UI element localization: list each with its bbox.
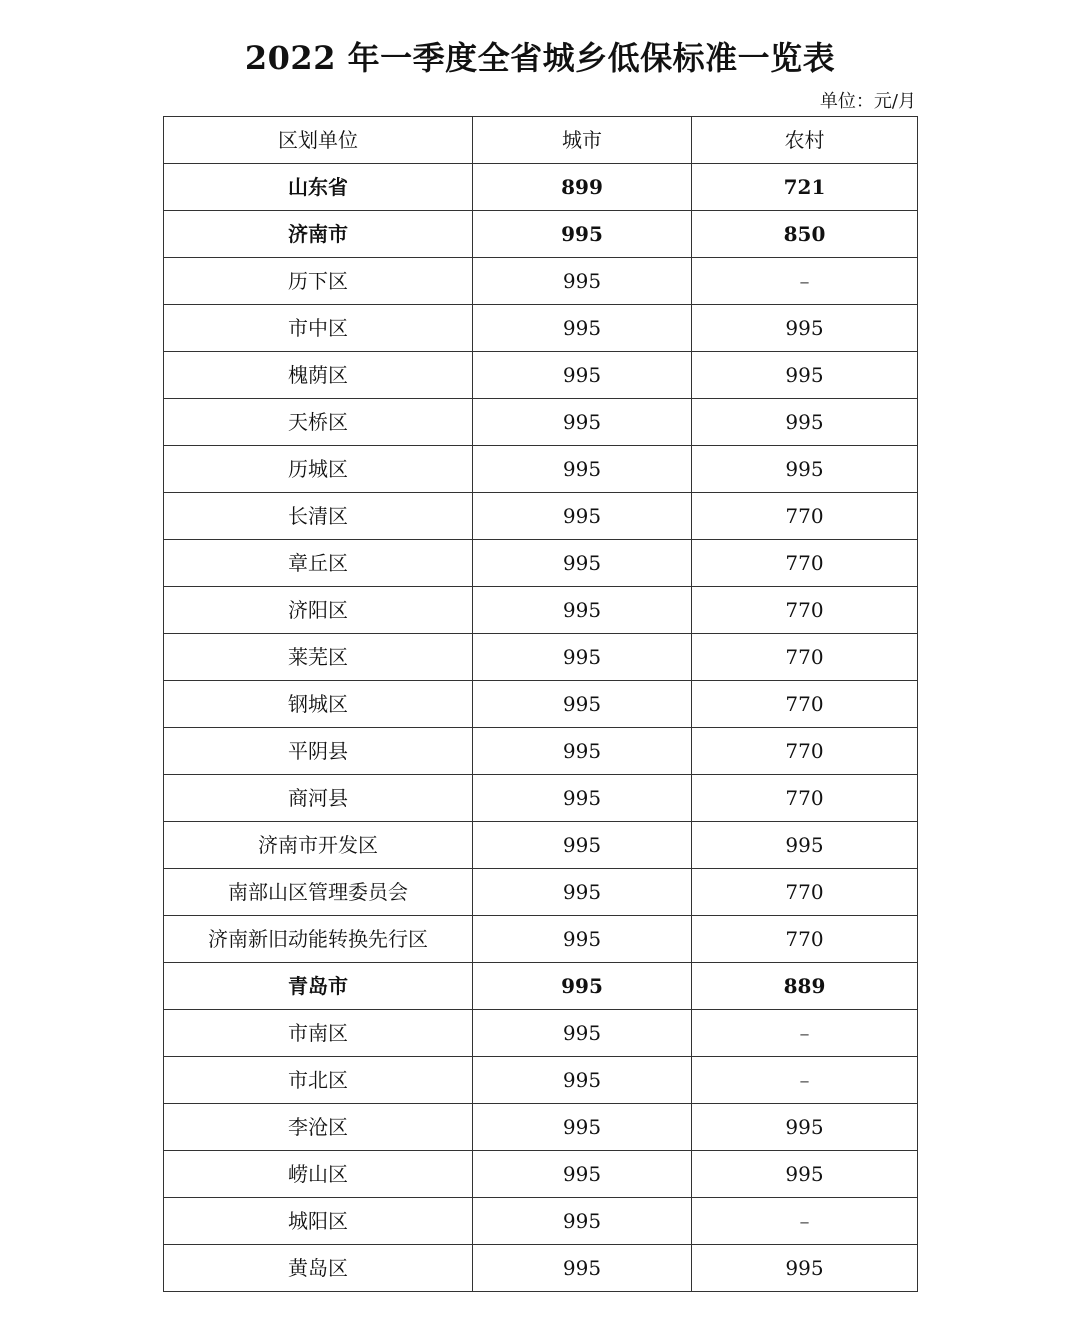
- region-cell: 济南市: [164, 211, 473, 258]
- rural-value-cell: 995: [692, 1151, 918, 1198]
- rural-value-cell: 770: [692, 916, 918, 963]
- region-cell: 历下区: [164, 258, 473, 305]
- city-value-cell: 995: [473, 869, 692, 916]
- table-row: [164, 1010, 918, 1057]
- rural-value-cell: 770: [692, 869, 918, 916]
- rural-value-cell: 995: [692, 399, 918, 446]
- rural-value-cell: 995: [692, 1245, 918, 1292]
- rural-value-cell: –: [692, 1057, 918, 1104]
- rural-value-cell: 850: [692, 211, 918, 258]
- rural-value-cell: 770: [692, 540, 918, 587]
- region-cell: 城阳区: [164, 1198, 473, 1245]
- table-row: [164, 399, 918, 446]
- region-cell: 崂山区: [164, 1151, 473, 1198]
- city-value-cell: 995: [473, 1104, 692, 1151]
- table-row: [164, 493, 918, 540]
- city-value-cell: 995: [473, 211, 692, 258]
- rural-value-cell: 995: [692, 822, 918, 869]
- rural-value-cell: 770: [692, 775, 918, 822]
- table-row: [164, 1198, 918, 1245]
- region-cell: 济阳区: [164, 587, 473, 634]
- region-cell: 黄岛区: [164, 1245, 473, 1292]
- header-rural: 农村: [692, 117, 918, 164]
- city-value-cell: 995: [473, 963, 692, 1010]
- city-value-cell: 995: [473, 587, 692, 634]
- table-row: [164, 1151, 918, 1198]
- rural-value-cell: 889: [692, 963, 918, 1010]
- city-value-cell: 995: [473, 1057, 692, 1104]
- rural-value-cell: 721: [692, 164, 918, 211]
- region-cell: 青岛市: [164, 963, 473, 1010]
- rural-value-cell: –: [692, 1198, 918, 1245]
- table-row: [164, 728, 918, 775]
- city-value-cell: 995: [473, 728, 692, 775]
- table-row: [164, 352, 918, 399]
- region-cell: 章丘区: [164, 540, 473, 587]
- city-value-cell: 995: [473, 634, 692, 681]
- rural-value-cell: 770: [692, 728, 918, 775]
- table-row: [164, 587, 918, 634]
- city-value-cell: 995: [473, 399, 692, 446]
- region-cell: 历城区: [164, 446, 473, 493]
- header-city: 城市: [473, 117, 692, 164]
- region-cell: 市北区: [164, 1057, 473, 1104]
- table-row: [164, 775, 918, 822]
- city-value-cell: 995: [473, 681, 692, 728]
- table-row: [164, 540, 918, 587]
- table-row: [164, 446, 918, 493]
- city-value-cell: 995: [473, 540, 692, 587]
- standards-table: [163, 116, 918, 1292]
- region-cell: 平阴县: [164, 728, 473, 775]
- table-row: [164, 916, 918, 963]
- table-row: [164, 681, 918, 728]
- region-cell: 山东省: [164, 164, 473, 211]
- region-cell: 市南区: [164, 1010, 473, 1057]
- table-row: [164, 305, 918, 352]
- rural-value-cell: 995: [692, 1104, 918, 1151]
- region-cell: 长清区: [164, 493, 473, 540]
- rural-value-cell: 995: [692, 446, 918, 493]
- city-value-cell: 995: [473, 352, 692, 399]
- table-body: [164, 117, 918, 1292]
- rural-value-cell: 995: [692, 352, 918, 399]
- region-cell: 莱芜区: [164, 634, 473, 681]
- region-cell: 济南市开发区: [164, 822, 473, 869]
- unit-label: 单位：元/月: [819, 91, 916, 112]
- table-row: [164, 211, 918, 258]
- region-cell: 济南新旧动能转换先行区: [164, 916, 473, 963]
- city-value-cell: 995: [473, 822, 692, 869]
- rural-value-cell: 770: [692, 681, 918, 728]
- city-value-cell: 995: [473, 775, 692, 822]
- table-row: [164, 1104, 918, 1151]
- rural-value-cell: 770: [692, 587, 918, 634]
- region-cell: 李沧区: [164, 1104, 473, 1151]
- city-value-cell: 995: [473, 1198, 692, 1245]
- city-value-cell: 995: [473, 446, 692, 493]
- table-row: [164, 963, 918, 1010]
- region-cell: 钢城区: [164, 681, 473, 728]
- page-title: 2022 年一季度全省城乡低保标准一览表: [244, 39, 836, 77]
- table-header-row: [164, 117, 918, 164]
- table-row: [164, 869, 918, 916]
- table-row: [164, 1245, 918, 1292]
- city-value-cell: 995: [473, 493, 692, 540]
- region-cell: 商河县: [164, 775, 473, 822]
- city-value-cell: 995: [473, 1245, 692, 1292]
- table-row: [164, 634, 918, 681]
- header-region: 区划单位: [164, 117, 473, 164]
- region-cell: 天桥区: [164, 399, 473, 446]
- city-value-cell: 995: [473, 1010, 692, 1057]
- rural-value-cell: 770: [692, 634, 918, 681]
- table-row: [164, 258, 918, 305]
- table-row: [164, 1057, 918, 1104]
- rural-value-cell: 770: [692, 493, 918, 540]
- rural-value-cell: 995: [692, 305, 918, 352]
- city-value-cell: 995: [473, 916, 692, 963]
- city-value-cell: 899: [473, 164, 692, 211]
- table-row: [164, 822, 918, 869]
- rural-value-cell: –: [692, 1010, 918, 1057]
- city-value-cell: 995: [473, 258, 692, 305]
- rural-value-cell: –: [692, 258, 918, 305]
- city-value-cell: 995: [473, 1151, 692, 1198]
- region-cell: 市中区: [164, 305, 473, 352]
- city-value-cell: 995: [473, 305, 692, 352]
- region-cell: 槐荫区: [164, 352, 473, 399]
- region-cell: 南部山区管理委员会: [164, 869, 473, 916]
- table-row: [164, 164, 918, 211]
